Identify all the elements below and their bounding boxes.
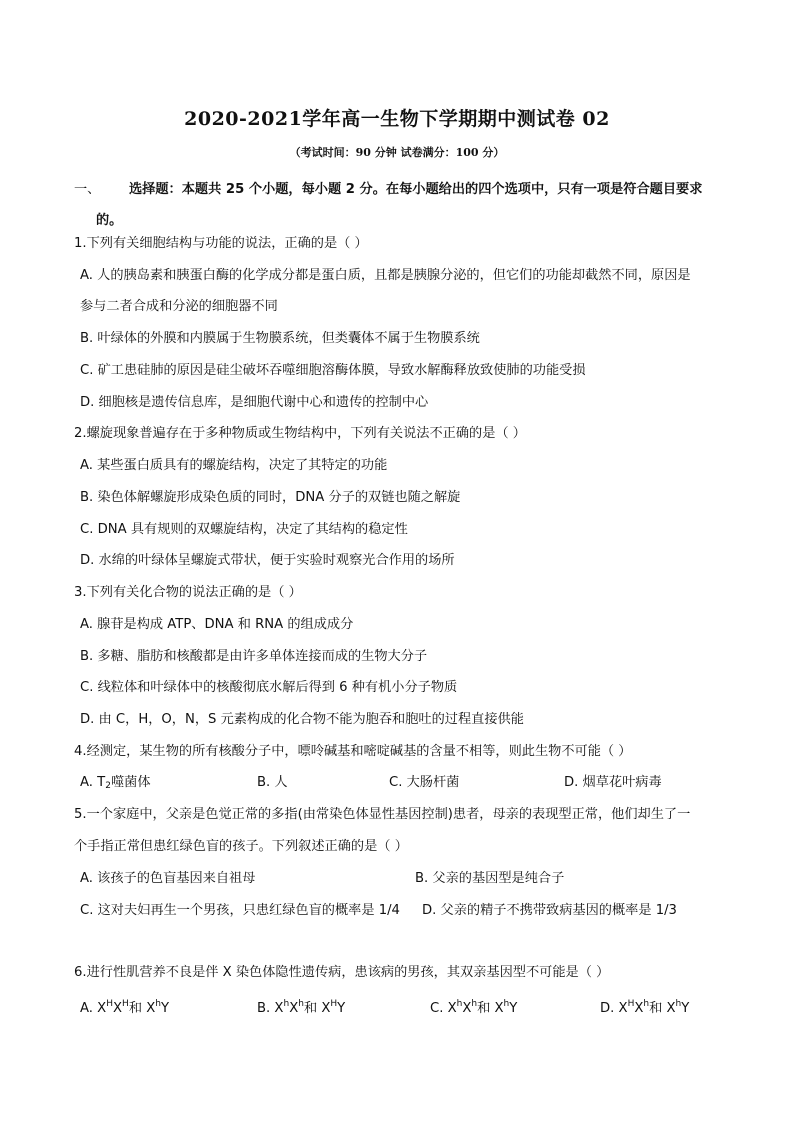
question-2-option-c: C. DNA 具有规则的双螺旋结构，决定了其结构的稳定性 [80, 522, 408, 537]
q6-a-sup1: H [106, 999, 113, 1009]
question-5-option-a: A. 该孩子的色盲基因来自祖母 [80, 871, 256, 886]
question-6-option-c [430, 989, 517, 1024]
q6-c-x1: C. X [430, 1001, 457, 1016]
q6-c-sup1: h [456, 999, 463, 1009]
question-5-option-b: B. 父亲的基因型是纯合子 [415, 871, 565, 886]
exam-subtitle: （考试时间：90 分钟 试卷满分：100 分） [289, 146, 505, 159]
section-number: 一、 [74, 182, 101, 197]
question-4-option-d: D. 烟草花叶病毒 [564, 775, 662, 790]
question-2-option-d: D. 水绵的叶绿体呈螺旋式带状，便于实验时观察光合作用的场所 [80, 553, 455, 568]
question-4-option-c: C. 大肠杆菌 [389, 775, 460, 790]
q6-b-x2: X [289, 1001, 299, 1016]
question-1-option-c: C. 矿工患硅肺的原因是硅尘破坏吞噬细胞溶酶体膜，导致水解酶释放致使肺的功能受损 [80, 363, 586, 378]
q6-d-end: Y [681, 1001, 690, 1016]
question-3-option-d: D. 由 C，H，O，N，S 元素构成的化合物不能为胞吞和胞吐的过程直接供能 [80, 712, 524, 727]
q6-a-sup3: h [155, 999, 161, 1009]
question-2-option-a: A. 某些蛋白质具有的螺旋结构，决定了其特定的功能 [80, 458, 388, 473]
q6-a-x1: A. X [80, 1001, 107, 1016]
q6-c-x2: X [462, 1001, 472, 1016]
question-4-option-a-subscript: 2 [105, 781, 111, 791]
q6-a-sup2: H [122, 999, 129, 1009]
q6-b-mid: 和 X [303, 1001, 331, 1016]
question-5-stem-line2: 个手指正常但患红绿色盲的孩子。下列叙述正确的是（ ） [74, 839, 408, 854]
question-5-stem-line1: 5.一个家庭中，父亲是色觉正常的多指(由常染色体显性基因控制)患者，母亲的表现型正常，他们却生了一 [74, 807, 691, 822]
question-4-option-a-prefix: A. T [80, 775, 106, 790]
q6-d-x1: D. X [600, 1001, 628, 1016]
q6-c-end: Y [509, 1001, 518, 1016]
question-3-option-c: C. 线粒体和叶绿体中的核酸彻底水解后得到 6 种有机小分子物质 [80, 680, 458, 695]
question-6-option-d [600, 989, 689, 1024]
q6-d-sup3: h [675, 999, 682, 1009]
question-1-stem: 1.下列有关细胞结构与功能的说法，正确的是（ ） [74, 236, 368, 251]
q6-b-end: Y [337, 1001, 346, 1016]
q6-a-mid: 和 X [128, 1001, 156, 1016]
question-1-option-b: B. 叶绿体的外膜和内膜属于生物膜系统，但类囊体不属于生物膜系统 [80, 331, 480, 346]
question-1-option-d: D. 细胞核是遗传信息库，是细胞代谢中心和遗传的控制中心 [80, 395, 429, 410]
section-instruction-line2: 的。 [96, 213, 123, 228]
question-3-option-a: A. 腺苷是构成 ATP、DNA 和 RNA 的组成成分 [80, 617, 354, 632]
question-6-option-a [80, 989, 169, 1024]
question-1-option-a-line1: A. 人的胰岛素和胰蛋白酶的化学成分都是蛋白质，且都是胰腺分泌的，但它们的功能却截然不同，原因是 [80, 268, 691, 283]
q6-c-sup3: h [503, 999, 510, 1009]
q6-c-sup2: h [471, 999, 478, 1009]
q6-d-mid: 和 X [649, 1001, 676, 1016]
section-instruction-line1: 选择题：本题共 25 个小题，每小题 2 分。在每小题给出的四个选项中，只有一项是符合题目要求 [129, 182, 703, 197]
q6-b-x1: B. X [257, 1001, 284, 1016]
question-6-stem: 6.进行性肌营养不良是伴 X 染色体隐性遗传病，患该病的男孩，其双亲基因型不可能是（ ） [74, 965, 610, 980]
question-5-option-c: C. 这对夫妇再生一个男孩，只患红绿色盲的概率是 1/4 [80, 903, 400, 918]
question-1-option-a-line2: 参与二者合成和分泌的细胞器不同 [80, 299, 278, 314]
exam-title: 2020-2021学年高一生物下学期期中测试卷 02 [184, 108, 610, 130]
question-3-stem: 3.下列有关化合物的说法正确的是（ ） [74, 585, 302, 600]
question-2-option-b: B. 染色体解螺旋形成染色质的同时，DNA 分子的双链也随之解旋 [80, 490, 461, 505]
q6-c-mid: 和 X [477, 1001, 504, 1016]
q6-d-sup1: H [627, 999, 635, 1009]
q6-a-end: Y [160, 1001, 170, 1016]
question-2-stem: 2.螺旋现象普遍存在于多种物质或生物结构中，下列有关说法不正确的是（ ） [74, 426, 526, 441]
question-3-option-b: B. 多糖、脂肪和核酸都是由许多单体连接而成的生物大分子 [80, 649, 428, 664]
q6-d-sup2: h [643, 999, 650, 1009]
question-4-option-a [80, 767, 151, 802]
q6-d-x2: X [634, 1001, 644, 1016]
q6-b-sup2: h [298, 999, 304, 1009]
question-4-option-a-suffix: 噬菌体 [110, 775, 151, 790]
q6-a-x2: X [113, 1001, 123, 1016]
question-6-option-b [257, 989, 345, 1024]
question-4-stem: 4.经测定，某生物的所有核酸分子中，嘌呤碱基和嘧啶碱基的含量不相等，则此生物不可能（ ） [74, 744, 632, 759]
q6-b-sup3: H [330, 999, 338, 1009]
question-5-option-d: D. 父亲的精子不携带致病基因的概率是 1/3 [422, 903, 677, 918]
question-4-option-b: B. 人 [257, 775, 288, 790]
q6-b-sup1: h [283, 999, 290, 1009]
